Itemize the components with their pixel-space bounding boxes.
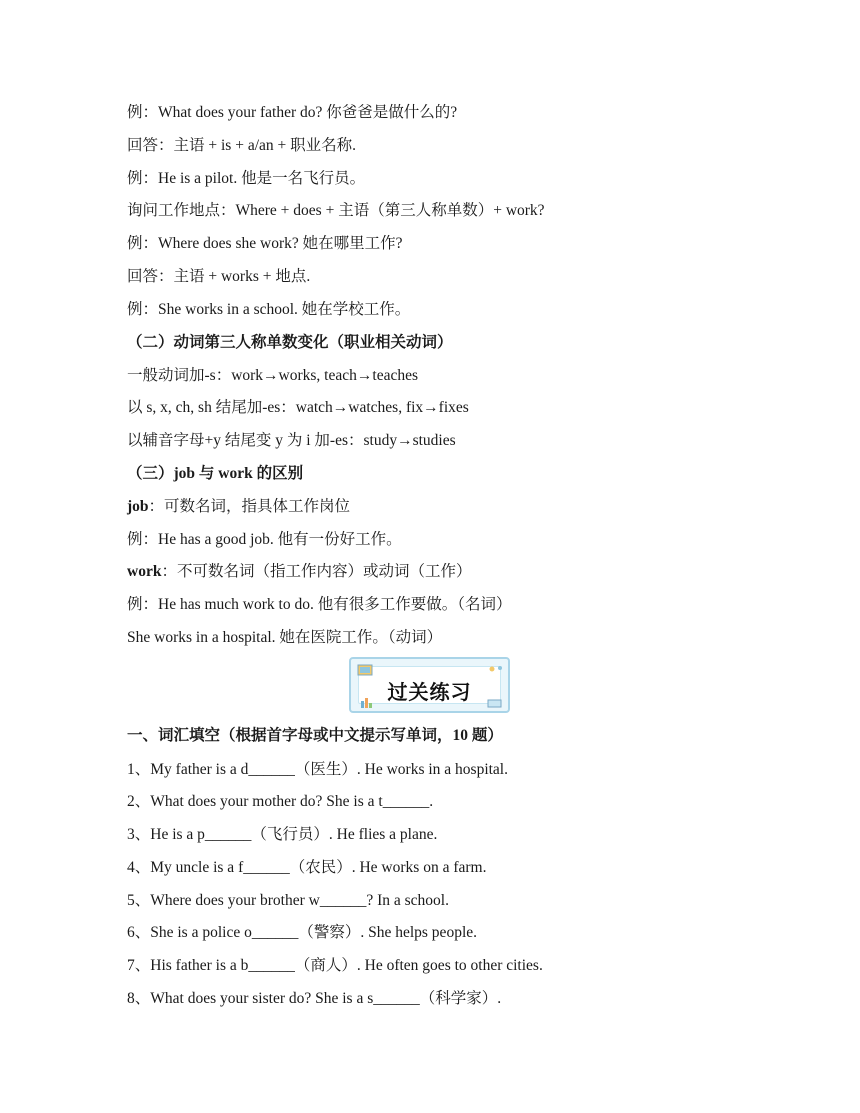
text-line: 例：Where does she work? 她在哪里工作? (127, 235, 403, 252)
rule-line: 以辅音字母+y 结尾变 y 为 i 加-es：study→studies (127, 432, 456, 449)
practice-banner (349, 657, 510, 713)
pencil-icon (359, 695, 375, 709)
example-line: 例：He has a good job. 他有一份好工作。 (127, 531, 402, 548)
text-line: 例：She works in a school. 她在学校工作。 (127, 301, 411, 318)
exercise-item: 5、Where does your brother w______? In a school. (127, 892, 449, 909)
term: job (127, 498, 149, 515)
flag-icon (486, 697, 504, 709)
definition-line (127, 561, 471, 583)
rule-line: 一般动词加-s：work→works, teach→teaches (127, 367, 418, 384)
banner-frame (358, 666, 501, 704)
definition: ：不可数名词（指工作内容）或动词（工作） (161, 563, 472, 580)
text-line: 回答：主语 + is + a/an + 职业名称. (127, 137, 357, 154)
exercise-item: 1、My father is a d______（医生）. He works in a hospital. (127, 761, 508, 778)
star-icon (488, 663, 506, 675)
book-icon (357, 663, 375, 677)
term: work (127, 563, 162, 580)
exercise-item: 7、His father is a b______（商人）. He often goes to other cities. (127, 957, 543, 974)
definition-line (127, 496, 350, 518)
text-line: 询问工作地点：Where + does + 主语（第三人称单数）+ work? (127, 202, 545, 219)
text-line: 例：What does your father do? 你爸爸是做什么的? (127, 104, 458, 121)
example-line: She works in a hospital. 她在医院工作。（动词） (127, 629, 443, 646)
definition: ：可数名词，指具体工作岗位 (148, 498, 351, 515)
exercise-item: 6、She is a police o______（警察）. She helps people. (127, 924, 477, 941)
exercise-item: 8、What does your sister do? She is a s______（科学家）. (127, 990, 502, 1007)
text-line: 回答：主语 + works + 地点. (127, 268, 311, 285)
example-line: 例：He has much work to do. 他有很多工作要做。（名词） (127, 596, 512, 613)
section-heading: （三）job 与 work 的区别 (127, 465, 304, 482)
section-heading: （二）动词第三人称单数变化（职业相关动词） (127, 334, 453, 351)
exercise-item: 2、What does your mother do? She is a t______. (127, 793, 434, 810)
exercise-heading: 一、词汇填空（根据首字母或中文提示写单词，10 题） (127, 727, 503, 744)
banner-title: 过关练习 (387, 680, 472, 704)
exercise-item: 3、He is a p______（飞行员）. He flies a plane. (127, 826, 438, 843)
rule-line: 以 s, x, ch, sh 结尾加-es：watch→watches, fix→fixes (127, 399, 469, 416)
exercise-item: 4、My uncle is a f______（农民）. He works on a farm. (127, 859, 487, 876)
text-line: 例：He is a pilot. 他是一名飞行员。 (127, 170, 366, 187)
